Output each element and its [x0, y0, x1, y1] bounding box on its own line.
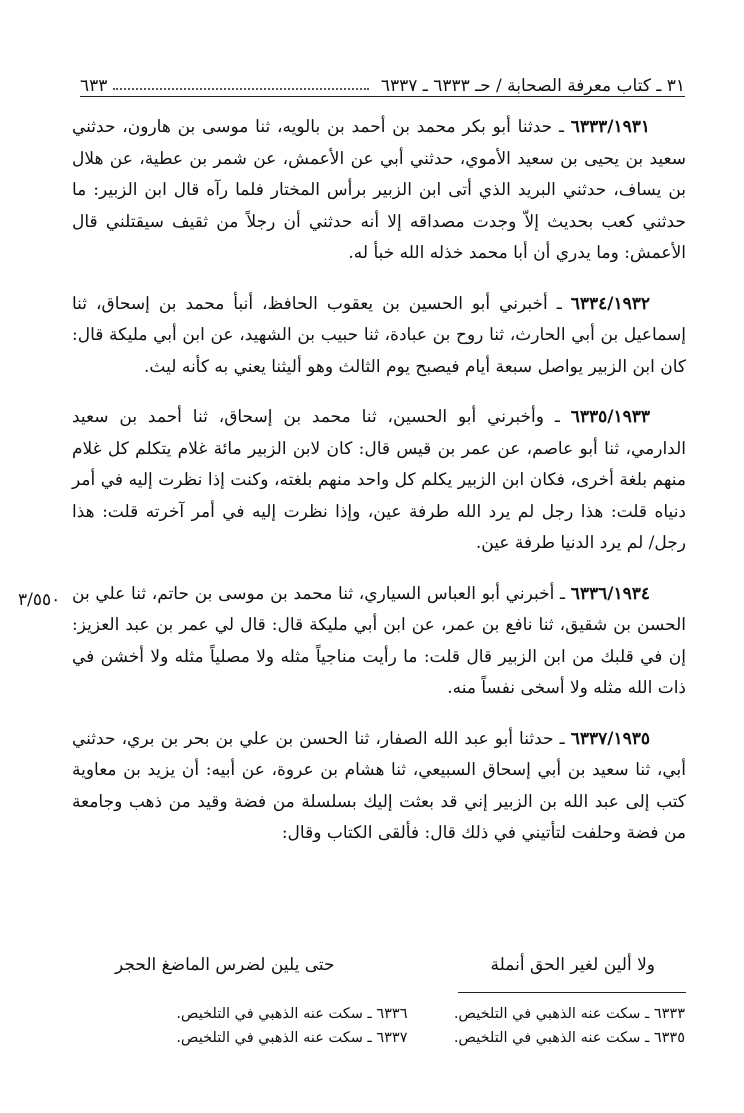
- hadith-entry-6335: [72, 402, 686, 560]
- entry-text: ـ حدثنا أبو عبد الله الصفار، ثنا الحسن بن علي بن بحر بن بري، حدثني أبي، ثنا سعيد بن أبي إسحاق السبيعي، ثنا هشام بن عروة، عن أبيه: أن يزيد بن معاوية كتب إلى عبد الله بن الزبير إني قد بعثت إليك بسلسلة من فضة وقيد من ذهب وجامعة من فضة وحلفت لتأتيني في ذلك قال: فألقى الكتاب وقال:: [72, 728, 686, 843]
- main-text: [72, 112, 686, 869]
- footnote: ٦٣٣٦ ـ سكت عنه الذهبي في التلخيص.: [176, 1006, 408, 1022]
- hadith-entry-6334: [72, 289, 686, 384]
- footnotes: [130, 1006, 685, 1046]
- page-number: ٦٣٣: [80, 76, 108, 96]
- entry-text: ـ وأخبرني أبو الحسين، ثنا محمد بن إسحاق، ثنا أحمد بن سعيد الدارمي، ثنا أبو عاصم، عن عمر بن قيس قال: كان لابن الزبير مائة غلام يتكلم كل غلام منهم بلغة أخرى، فكان ابن الزبير يكلم كل واحد منهم بلغته، وكنت إذا نظرت إليه في أمر دنياه قلت: هذا رجل لم يرد الله طرفة عين، وإذا نظرت إليه في أمر آخرته قلت: هذا رجل/ لم يرد الدنيا طرفة عين.: [72, 407, 686, 553]
- hadith-entry-6337: [72, 724, 686, 850]
- footnote: ٦٣٣٧ ـ سكت عنه الذهبي في التلخيص.: [176, 1030, 408, 1046]
- verse-second-hemistich: حتى يلين لضرس الماضغ الحجر: [115, 955, 335, 975]
- entry-text: ـ أخبرني أبو الحسين بن يعقوب الحافظ، أنبأ محمد بن إسحاق، ثنا إسماعيل بن أبي الحارث، ثنا روح بن عبادة، ثنا حبيب بن الشهيد، عن ابن أبي مليكة قال: كان ابن الزبير يواصل سبعة أيام فيصبح يوم الثالث وهو أليثنا يعني به كأنه ليث.: [72, 293, 686, 377]
- running-header: [80, 62, 685, 97]
- poetry-verse: [115, 955, 655, 975]
- footnote: ٦٣٣٥ ـ سكت عنه الذهبي في التلخيص.: [453, 1030, 685, 1046]
- footnote-divider: [458, 992, 686, 993]
- header-title: ٣١ ـ كتاب معرفة الصحابة / حـ ٦٣٣٣ ـ ٦٣٣٧: [380, 76, 685, 96]
- header-leader-dots: [113, 88, 368, 90]
- entry-number: ٦٣٣٣/١٩٣١: [570, 117, 650, 137]
- entry-number: ٦٣٣٦/١٩٣٤: [570, 583, 650, 604]
- margin-volume-page-note: ٣/٥٥٠: [18, 590, 61, 610]
- entry-number: ٦٣٣٤/١٩٣٢: [570, 293, 650, 314]
- hadith-entry-6336: [72, 579, 686, 705]
- entry-text: ـ أخبرني أبو العباس السياري، ثنا محمد بن موسى بن حاتم، ثنا علي بن الحسن بن شقيق، ثنا نافع بن عمر، عن ابن أبي مليكة قال: قال لي عمر بن عبد العزيز: إن في قلبك من ابن الزبير قال قلت: ما رأيت مناجياً مثله ولا مصلياً مثله ولا أخشن في ذات الله مثله ولا أسخى نفساً منه.: [72, 583, 686, 698]
- verse-first-hemistich: ولا ألين لغير الحق أنملة: [490, 955, 655, 975]
- entry-text: ـ حدثنا أبو بكر محمد بن أحمد بن بالويه، ثنا موسى بن هارون، حدثني سعيد بن يحيى بن سعيد الأموي، حدثني أبي عن الأعمش، عن شمر بن عطية، عن هلال بن يساف، حدثني البريد الذي أتى ابن الزبير برأس المختار فلما رآه قال ابن الزبير: ما حدثني كعب بحديث إلاّ وجدت مصداقه إلا أنه حدثني أن رجلاً من ثقيف سيقتلني قال الأعمش: وما يدري أن أبا محمد خذله الله خبأ له.: [72, 117, 686, 263]
- footnote: ٦٣٣٣ ـ سكت عنه الذهبي في التلخيص.: [453, 1006, 685, 1022]
- entry-number: ٦٣٣٥/١٩٣٣: [570, 407, 651, 427]
- entry-number: ٦٣٣٧/١٩٣٥: [570, 728, 650, 749]
- hadith-entry-6333: [72, 112, 686, 270]
